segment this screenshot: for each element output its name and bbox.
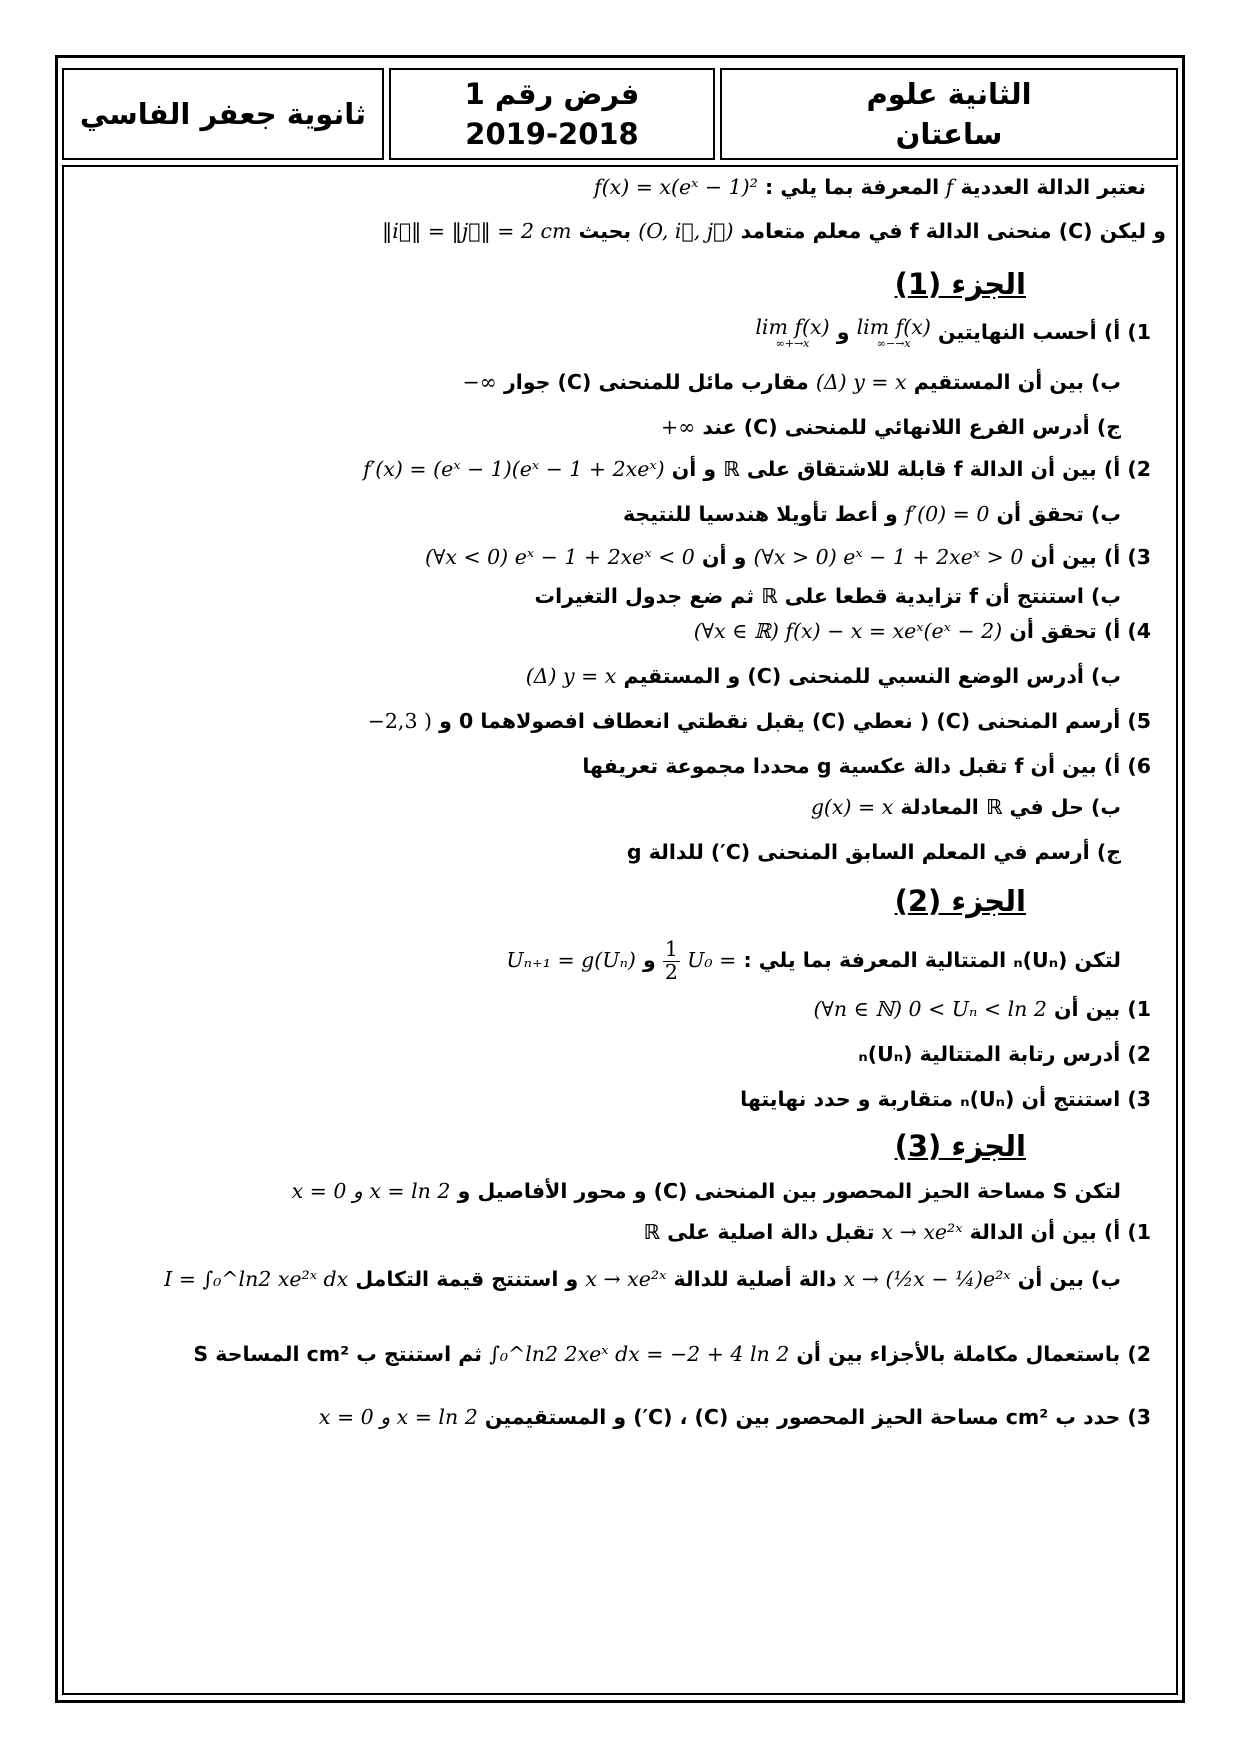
p3-q1a-rest: تقبل دالة اصلية على ℝ — [643, 1220, 875, 1244]
q1a-and: و — [836, 319, 850, 344]
q6b-text: ب) حل في ℝ المعادلة — [900, 795, 1121, 819]
lim-plus-inf: lim f(x) — [755, 315, 830, 339]
p2-q1-formula: (∀n ∈ ℕ) 0 < Uₙ < ln 2 — [813, 997, 1047, 1021]
q1a — [64, 317, 1151, 349]
p3-q1b-mid: دالة أصلية للدالة — [673, 1267, 837, 1291]
exam-year: 2019-2018 — [465, 117, 639, 151]
q2a-formula: f′(x) = (eˣ − 1)(eˣ − 1 + 2xeˣ) — [363, 457, 665, 481]
u0-numerator: 1 — [664, 937, 678, 961]
q1b-line: (Δ) y = x — [815, 370, 907, 394]
part-2-title: الجزء (2) — [894, 884, 1026, 918]
p2-intro-text: لتكن (Uₙ)ₙ المتتالية المعرفة بما يلي : — [743, 948, 1121, 973]
p3-q1a-func: x → xe²ˣ — [881, 1220, 963, 1244]
p2-and: و — [643, 948, 656, 973]
q4a-text: 4) أ) تحقق أن — [1009, 619, 1151, 643]
intro-formula: f(x) = x(eˣ − 1)² — [594, 175, 758, 199]
q3a-text: 3) أ) بين أن — [1030, 545, 1151, 569]
intro-line-1: نعتبر الدالة العددية f المعرفة بما يلي : f(x) = x(eˣ − 1)² — [594, 175, 1146, 199]
duration: ساعتان — [895, 117, 1003, 151]
p3-q1a — [64, 1220, 1151, 1244]
q2a-text: 2) أ) بين أن الدالة f قابلة للاشتقاق على ℝ و أن — [671, 457, 1151, 481]
intro-where: بحيث — [578, 219, 632, 243]
p3-q2 — [64, 1342, 1151, 1366]
p3-q1b-rest: و استنتج قيمة التكامل — [355, 1267, 579, 1291]
lim-minus-inf: lim f(x) — [856, 315, 931, 339]
p3-q1b-func2: x → xe²ˣ — [585, 1267, 667, 1291]
q1b — [64, 370, 1121, 394]
intro-defined-by: المعرفة بما يلي : — [764, 175, 940, 199]
level-box — [720, 68, 1178, 160]
exam-content — [62, 165, 1178, 1695]
p2-q1-text: 1) بين أن — [1054, 997, 1151, 1021]
q3a — [64, 545, 1151, 569]
q6b-equation: g(x) = x — [810, 795, 894, 819]
school-box — [62, 68, 384, 160]
q2b — [64, 502, 1121, 526]
q1c-text: ج) أدرس الفرع اللانهائي للمنحنى (C) عند — [702, 415, 1121, 439]
q2b-formula: f′(0) = 0 — [904, 502, 990, 526]
q6c: ج) أرسم في المعلم السابق المنحنى (C′) للدالة g — [626, 840, 1121, 864]
p3-q2-text: 2) باستعمال مكاملة بالأجزاء بين أن — [796, 1342, 1151, 1366]
intro-frame: (O, i⃗, j⃗) — [638, 219, 734, 243]
q1c — [64, 415, 1121, 439]
p3-q1a-text: 1) أ) بين أن الدالة — [969, 1220, 1151, 1244]
intro-text: نعتبر الدالة العددية — [960, 175, 1146, 199]
p3-intro — [64, 1179, 1121, 1203]
level: الثانية علوم — [866, 77, 1032, 111]
exam-box — [389, 68, 715, 160]
u0-denominator: 2 — [664, 959, 678, 984]
p3-intro-text: لتكن S مساحة الحيز المحصور بين المنحنى (C) و محور الأفاصيل و — [457, 1179, 1121, 1203]
p3-q1b-integral: I = ∫₀^ln2 xe²ˣ dx — [164, 1267, 349, 1291]
p2-q1 — [64, 997, 1151, 1021]
lim-minus-inf-sub: x→−∞ — [876, 336, 911, 350]
p2-intro — [64, 939, 1121, 983]
q6a: 6) أ) بين أن f تقبل دالة عكسية g محددا مجموعة تعريفها — [582, 754, 1151, 778]
q2a — [64, 457, 1151, 481]
q2b-text: ب) تحقق أن — [996, 502, 1121, 526]
q6b — [64, 795, 1121, 819]
q5-text: 5) أرسم المنحنى (C) ( نعطي (C) يقبل نقطتي انعطاف افصولاهما 0 و — [439, 709, 1151, 733]
q4b — [64, 664, 1121, 688]
q3b: ب) استنتج أن f تزايدية قطعا على ℝ ثم ضع جدول التغيرات — [534, 584, 1121, 608]
q1b-text: ب) بين أن المستقيم — [913, 370, 1121, 394]
q4a-formula: (∀x ∈ ℝ) f(x) − x = xeˣ(eˣ − 2) — [693, 619, 1003, 643]
intro-line-2 — [64, 219, 1166, 243]
q4b-line: (Δ) y = x — [525, 664, 617, 688]
q1b-inf: −∞ — [462, 370, 497, 394]
p3-q2-rest: ثم استنتج ب cm² المساحة S — [193, 1342, 483, 1366]
p3-q1b-func: x → (½x − ¼)e²ˣ — [843, 1267, 1011, 1291]
lim-plus-inf-sub: x→+∞ — [775, 336, 810, 350]
q3a-and: و أن — [701, 545, 747, 569]
p3-intro-bounds: x = 0 و x = ln 2 — [291, 1179, 451, 1203]
u0-lhs: U₀ = — [687, 948, 737, 973]
exam-title: فرض رقم 1 — [464, 77, 640, 111]
p3-q3-bounds: x = 0 و x = ln 2 — [318, 1405, 478, 1429]
p3-q1b-text: ب) بين أن — [1017, 1267, 1121, 1291]
q4b-text: ب) أدرس الوضع النسبي للمنحنى (C) و المستقيم — [623, 664, 1121, 688]
q1a-text: 1) أ) أحسب النهايتين — [937, 319, 1151, 344]
q5-value: −2,3 ) — [367, 709, 432, 733]
p2-q2: 2) أدرس رتابة المتتالية (Uₙ)ₙ — [858, 1042, 1151, 1066]
q1b-rest: مقارب مائل للمنحنى (C) جوار — [503, 370, 809, 394]
q3a-formula-1: (∀x > 0) eˣ − 1 + 2xeˣ > 0 — [753, 545, 1024, 569]
school-name: ثانوية جعفر الفاسي — [79, 97, 367, 131]
recurrence: Uₙ₊₁ = g(Uₙ) — [506, 948, 636, 973]
part-3-title: الجزء (3) — [894, 1129, 1026, 1163]
p3-q2-formula: ∫₀^ln2 2xeˣ dx = −2 + 4 ln 2 — [489, 1342, 790, 1366]
q2b-rest: و أعط تأويلا هندسيا للنتيجة — [622, 502, 898, 526]
p3-q3-text: 3) حدد ب cm² مساحة الحيز المحصور بين (C) ، (C′) و المستقيمين — [484, 1405, 1151, 1429]
p2-q3: 3) استنتج أن (Uₙ)ₙ متقاربة و حدد نهايتها — [740, 1087, 1151, 1111]
part-1-title: الجزء (1) — [894, 267, 1026, 301]
intro-curve-text: و ليكن (C) منحنى الدالة f في معلم متعامد — [740, 219, 1166, 243]
p3-q3 — [64, 1405, 1151, 1429]
q4a — [64, 619, 1151, 643]
intro-norm: ‖i⃗‖ = ‖j⃗‖ = 2 cm — [382, 219, 572, 243]
q1c-inf: +∞ — [661, 415, 696, 439]
q5 — [64, 709, 1151, 733]
p3-q1b — [64, 1267, 1121, 1291]
q3a-formula-2: (∀x < 0) eˣ − 1 + 2xeˣ < 0 — [425, 545, 695, 569]
